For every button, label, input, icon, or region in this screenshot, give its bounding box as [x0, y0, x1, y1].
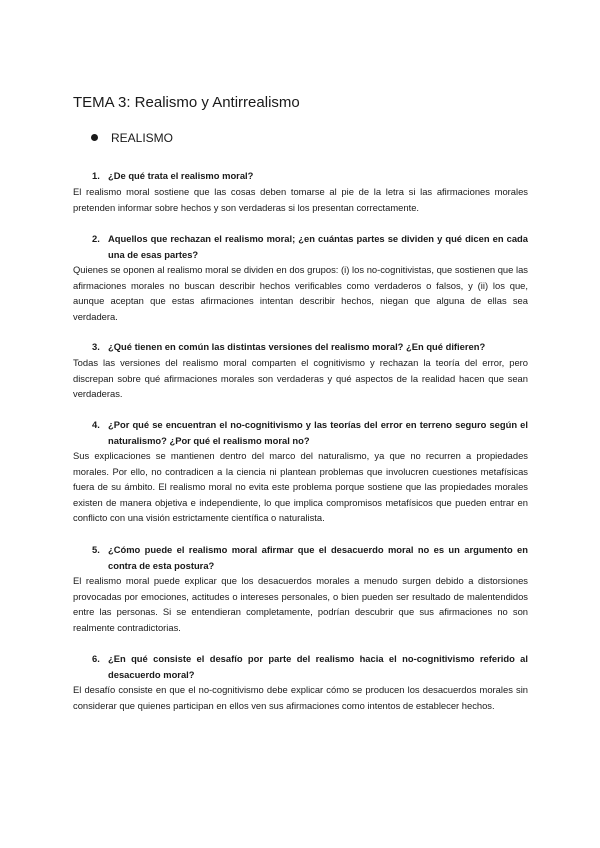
- question-2: [92, 231, 528, 262]
- section-heading: [91, 130, 173, 146]
- page-title: TEMA 3: Realismo y Antirrealismo: [73, 94, 300, 111]
- question-number: 2.: [92, 233, 100, 244]
- answer-5: El realismo moral puede explicar que los desacuerdos morales a menudo surgen debido a distorsiones provocadas por emociones, actitudes o intereses personales, o bien pueden ser resultado de malentendidos entre las personas. Si se entendieran completamente, podrían descubrir que sus afirmaciones no son realmente contradictorias.: [73, 575, 528, 633]
- question-text: ¿Por qué se encuentran el no-cognitivismo y las teorías del error en terreno seguro según el naturalismo? ¿Por qué el realismo moral no?: [108, 419, 528, 446]
- question-number: 4.: [92, 419, 100, 430]
- answer-2: Quienes se oponen al realismo moral se dividen en dos grupos: (i) los no-cognitivistas, que sostienen que las afirmaciones morales no buscan describir hechos verificables como verdaderos o falsos, y (ii) los que, aunque aceptan que estas afirmaciones intentan describir hechos, niegan que alguna de ellas sea verdadera.: [73, 264, 528, 322]
- question-4: [92, 417, 528, 448]
- question-text: ¿Qué tienen en común las distintas versiones del realismo moral? ¿En qué difieren?: [108, 341, 486, 352]
- answer-3: Todas las versiones del realismo moral comparten el cognitivismo y rechazan la teoría del error, pero discrepan sobre qué afirmaciones morales son verdaderas y qué aspectos de la realidad hacen que sean verdaderas.: [73, 357, 528, 399]
- question-5: [92, 542, 528, 573]
- question-6: [92, 651, 528, 682]
- question-number: 1.: [92, 170, 100, 181]
- question-text: Aquellos que rechazan el realismo moral; ¿en cuántas partes se dividen y qué dicen en cada una de esas partes?: [108, 233, 528, 260]
- question-1: [92, 168, 528, 184]
- section-label: REALISMO: [111, 131, 174, 145]
- question-number: 6.: [92, 653, 100, 664]
- answer-1: El realismo moral sostiene que las cosas deben tomarse al pie de la letra si las afirmaciones morales pretenden informar sobre hechos y son verdaderas si los presentan correctamente.: [73, 186, 528, 213]
- answer-4: Sus explicaciones se mantienen dentro del marco del naturalismo, ya que no recurren a propiedades morales. Por ello, no contradicen a la ciencia ni plantean problemas que involucren cuestiones metafísicas fuera de su ámbito. El realismo moral no evita este problema porque sostiene que las propiedades morales existen de manera objetiva e independiente, lo que implica compromisos metafísicos que pueden entrar en conflicto con una visión estrictamente científica o naturalista.: [73, 450, 528, 523]
- question-text: ¿En qué consiste el desafío por parte del realismo hacia el no-cognitivismo referido al desacuerdo moral?: [108, 653, 528, 680]
- question-text: ¿Cómo puede el realismo moral afirmar que el desacuerdo moral no es un argumento en contra de esta postura?: [108, 544, 528, 571]
- question-number: 3.: [92, 341, 100, 352]
- question-text: ¿De qué trata el realismo moral?: [108, 170, 254, 181]
- bullet-icon: [91, 134, 98, 141]
- answer-6: El desafío consiste en que el no-cognitivismo debe explicar cómo se producen los desacuerdos morales sin considerar que quienes participan en ellos ven sus afirmaciones como intentos de establecer hechos.: [73, 684, 528, 711]
- question-3: [92, 339, 528, 355]
- question-number: 5.: [92, 544, 100, 555]
